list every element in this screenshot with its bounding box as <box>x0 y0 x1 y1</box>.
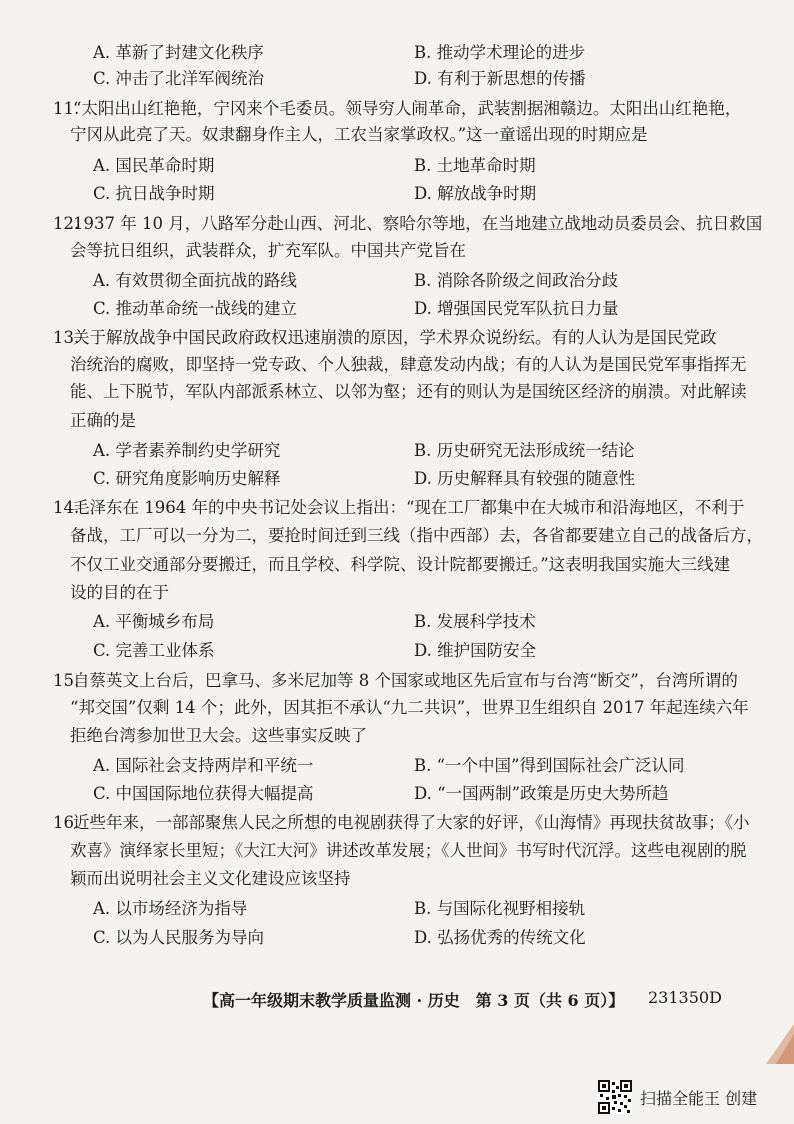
q14-stem-line3: 不仅工业交通部分要搬迁，而且学校、科学院、设计院都要搬迁。”这表明我国实施大三线建 <box>70 555 731 574</box>
q12-option-b: B. 消除各阶级之间政治分歧 <box>414 271 619 290</box>
q11-option-b: B. 土地革命时期 <box>414 156 536 175</box>
q11-option-c: C. 抗日战争时期 <box>93 184 215 203</box>
scanner-label: 扫描全能王 创建 <box>640 1089 758 1108</box>
q16-stem-line3: 颖而出说明社会主义文化建设应该坚持 <box>70 869 351 888</box>
q16-option-c: C. 以为人民服务为导向 <box>93 928 265 947</box>
q15-stem-line3: 拒绝台湾参加世卫大会。这些事实反映了 <box>70 726 367 745</box>
page-corner-fold <box>752 1024 794 1064</box>
q15-option-a: A. 国际社会支持两岸和平统一 <box>93 756 314 775</box>
q13-option-c: C. 研究角度影响历史解释 <box>93 469 281 488</box>
q16-option-a: A. 以市场经济为指导 <box>93 899 248 918</box>
q13-stem-line3: 能、上下脱节，军队内部派系林立、以邻为壑；还有的则认为是国统区经济的崩溃。对此解读 <box>70 382 747 401</box>
q13-stem-line4: 正确的是 <box>70 411 136 430</box>
q16-stem-line2: 欢喜》演绎家长里短；《大江大河》讲述改革发展；《人世间》书写时代沉浮。这些电视剧的脱 <box>70 841 747 860</box>
q11-option-a: A. 国民革命时期 <box>93 156 215 175</box>
qr-code-icon <box>598 1080 632 1114</box>
q13-stem-line1: 关于解放战争中国民政府政权迅速崩溃的原因，学术界众说纷纭。有的人认为是国民党政 <box>73 328 717 347</box>
q14-option-d: D. 维护国防安全 <box>414 641 537 660</box>
q11-option-d: D. 解放战争时期 <box>414 184 537 203</box>
q14-stem-line1: 毛泽东在 1964 年的中央书记处会议上指出：“现在工厂都集中在大城市和沿海地区，不利于 <box>73 498 745 517</box>
q11-stem-line2: 宁冈从此亮了天。奴隶翻身作主人，工农当家掌政权。”这一童谣出现的时期应是 <box>70 125 648 144</box>
q14-option-b: B. 发展科学技术 <box>414 612 536 631</box>
q14-option-c: C. 完善工业体系 <box>93 641 215 660</box>
q13-stem-line2: 治统治的腐败，即坚持一党专政、个人独裁，肆意发动内战；有的人认为是国民党军事指挥无 <box>70 355 747 374</box>
q13-number: 13. <box>53 328 80 347</box>
q14-option-a: A. 平衡城乡布局 <box>93 612 215 631</box>
q15-number: 15. <box>53 671 80 690</box>
q15-stem-line1: 自蔡英文上台后，巴拿马、多米尼加等 8 个国家或地区先后宣布与台湾“断交”，台湾所谓的 <box>73 671 738 690</box>
q12-option-c: C. 推动革命统一战线的建立 <box>93 299 298 318</box>
q16-option-b: B. 与国际化视野相接轨 <box>414 899 586 918</box>
q10-option-d: D. 有利于新思想的传播 <box>414 69 586 88</box>
paper-code: 231350D <box>648 988 722 1007</box>
q10-option-c: C. 冲击了北洋军阀统治 <box>93 69 265 88</box>
q16-number: 16. <box>53 813 80 832</box>
q14-stem-line4: 设的目的在于 <box>70 583 169 602</box>
q15-option-c: C. 中国国际地位获得大幅提高 <box>93 784 314 803</box>
q12-number: 12. <box>53 214 80 233</box>
q13-option-d: D. 历史解释具有较强的随意性 <box>414 469 636 488</box>
q10-option-a: A. 革新了封建文化秩序 <box>93 43 264 62</box>
q15-option-d: D. “一国两制”政策是历史大势所趋 <box>414 784 669 803</box>
q12-option-a: A. 有效贯彻全面抗战的路线 <box>93 271 297 290</box>
q13-option-b: B. 历史研究无法形成统一结论 <box>414 441 635 460</box>
q11-stem-line1: “太阳出山红艳艳，宁冈来个毛委员。领导穷人闹革命，武装割据湘赣边。太阳出山红艳艳， <box>73 99 742 118</box>
q15-option-b: B. “一个中国”得到国际社会广泛认同 <box>414 756 685 775</box>
q16-stem-line1: 近些年来，一部部聚焦人民之所想的电视剧获得了大家的好评，《山海情》再现扶贫故事；《小 <box>73 813 750 832</box>
q12-stem-line1: 1937 年 10 月，八路军分赴山西、河北、察哈尔等地，在当地建立战地动员委员会、抗日救国 <box>73 214 763 233</box>
q14-stem-line2: 备战，工厂可以一分为二，要抢时间迁到三线（指中西部）去，各省都要建立自己的战备后方， <box>70 526 763 545</box>
scanner-watermark <box>598 1080 788 1120</box>
q14-number: 14. <box>53 498 80 517</box>
q11-number: 11. <box>53 99 80 118</box>
q13-option-a: A. 学者素养制约史学研究 <box>93 441 281 460</box>
page-footer-title: 【高一年级期末教学质量监测 · 历史 第 3 页（共 6 页）】 <box>203 991 625 1010</box>
q12-option-d: D. 增强国民党军队抗日力量 <box>414 299 619 318</box>
q15-stem-line2: “邦交国”仅剩 14 个；此外，因其拒不承认“九二共识”，世界卫生组织自 2017 年起连续六年 <box>70 698 749 717</box>
q16-option-d: D. 弘扬优秀的传统文化 <box>414 928 586 947</box>
q12-stem-line2: 会等抗日组织，武装群众，扩充军队。中国共产党旨在 <box>70 241 466 260</box>
q10-option-b: B. 推动学术理论的进步 <box>414 43 586 62</box>
